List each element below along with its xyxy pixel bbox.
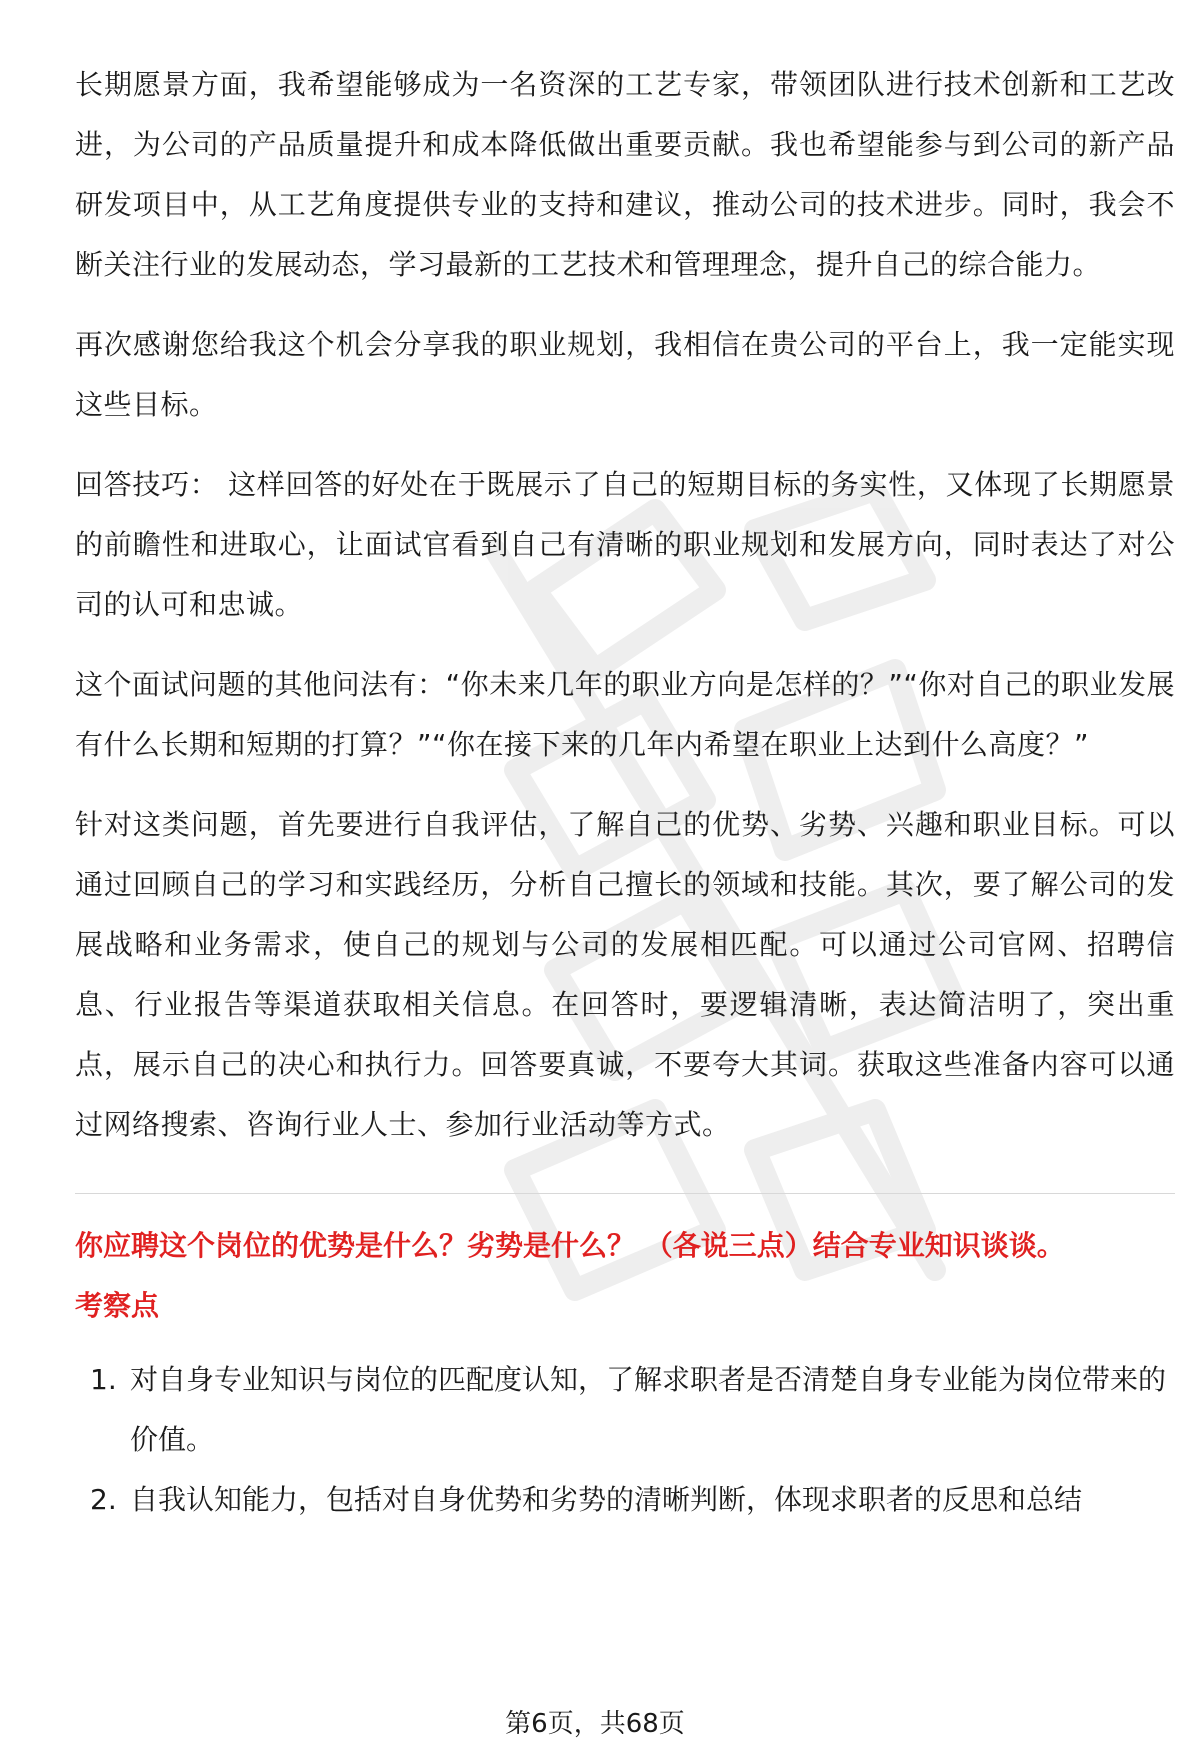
interview-question-heading: 你应聘这个岗位的优势是什么？劣势是什么？ （各说三点）结合专业知识谈谈。: [75, 1229, 1065, 1262]
paragraph-alternative-questions: 这个面试问题的其他问法有：“你未来几年的职业方向是怎样的？”“你对自己的职业发展有什么长期和短期的打算？”“你在接下来的几年内希望在职业上达到什么高度？”: [75, 668, 1175, 761]
list-item-number: 2.: [90, 1483, 117, 1516]
assessment-points-heading: 考察点: [75, 1289, 160, 1322]
page-number-footer: 第6页，共68页: [0, 1708, 1190, 1740]
paragraph-long-term-vision: 长期愿景方面，我希望能够成为一名资深的工艺专家，带领团队进行技术创新和工艺改进，为公司的产品质量提升和成本降低做出重要贡献。我也希望能参与到公司的新产品研发项目中，从工艺角度提供专业的支持和建议，推动公司的技术进步。同时，我会不断关注行业的发展动态，学习最新的工艺技术和管理理念，提升自己的综合能力。: [75, 68, 1175, 281]
list-item: [75, 1350, 1175, 1470]
paragraph-answer-tips: 回答技巧： 这样回答的好处在于既展示了自己的短期目标的务实性，又体现了长期愿景的前瞻性和进取心，让面试官看到自己有清晰的职业规划和发展方向，同时表达了对公司的认可和忠诚。: [75, 468, 1175, 621]
paragraph-preparation-advice: 针对这类问题，首先要进行自我评估，了解自己的优势、劣势、兴趣和职业目标。可以通过回顾自己的学习和实践经历，分析自己擅长的领域和技能。其次，要了解公司的发展战略和业务需求，使自己的规划与公司的发展相匹配。可以通过公司官网、招聘信息、行业报告等渠道获取相关信息。在回答时，要逻辑清晰，表达简洁明了，突出重点，展示自己的决心和执行力。回答要真诚，不要夸大其词。获取这些准备内容可以通过网络搜索、咨询行业人士、参加行业活动等方式。: [75, 808, 1175, 1141]
assessment-points-list: [75, 1350, 1175, 1530]
document-page: [75, 55, 1175, 1530]
list-item-text: 对自身专业知识与岗位的匹配度认知，了解求职者是否清楚自身专业能为岗位带来的价值。: [130, 1363, 1167, 1456]
section-divider: [75, 1193, 1175, 1194]
paragraph-thanks: 再次感谢您给我这个机会分享我的职业规划，我相信在贵公司的平台上，我一定能实现这些目标。: [75, 328, 1175, 421]
list-item-number: 1.: [90, 1363, 117, 1396]
list-item-text: 自我认知能力，包括对自身优势和劣势的清晰判断，体现求职者的反思和总结: [130, 1483, 1083, 1516]
list-item: [75, 1470, 1175, 1530]
